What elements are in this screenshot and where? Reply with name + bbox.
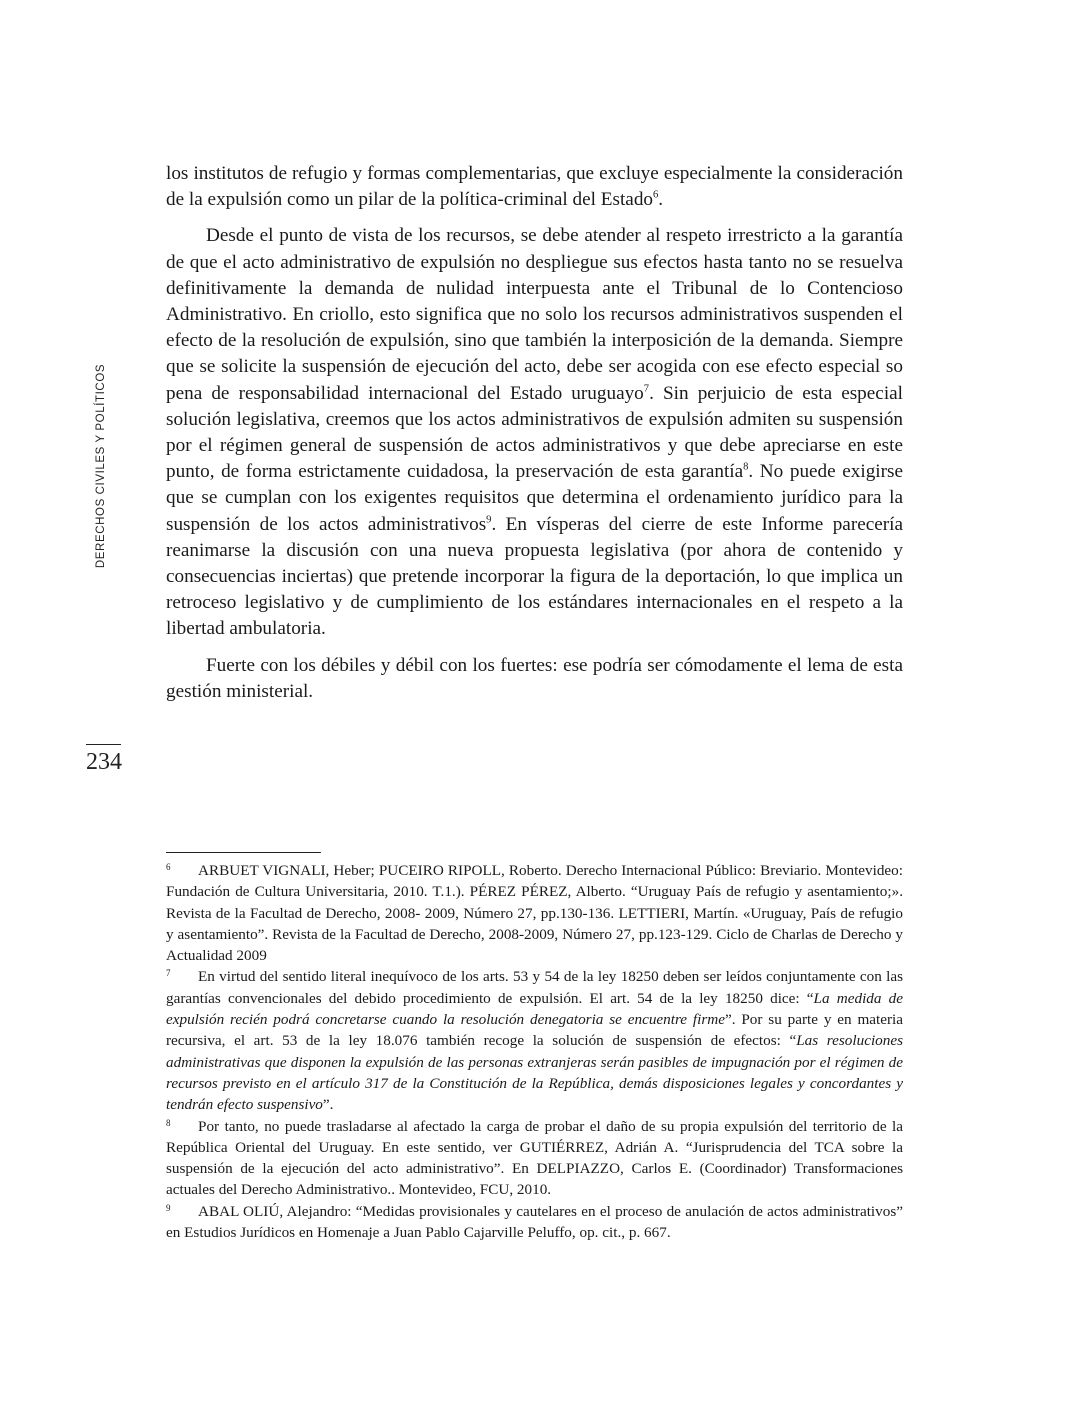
footnote-7-quote-b: Las resoluciones administrativas que disponen la expulsión de las personas extranjeras serán pasibles de impugnación por el régimen de recursos previsto en el artículo 317 de la Constitución de la República, demás disposiciones legales y concordantes y tendrán efecto suspensivo: [166, 1032, 904, 1114]
footnote-7-quote-a: La medida de expulsión recién podrá concretarse cuando la resolución denegatoria se encuentre firme: [166, 989, 903, 1029]
footnote-6: [166, 860, 903, 966]
paragraph-1: [166, 161, 903, 213]
paragraph-2: [166, 223, 903, 642]
footnote-ref-9: 9: [486, 514, 492, 526]
footnote-7: [166, 966, 903, 1115]
footnote-ref-8: 8: [743, 461, 749, 473]
footnote-separator: [166, 852, 321, 853]
footnote-7-part-a: En virtud del sentido literal inequívoco de los arts. 53 y 54 de la ley 18250 deben ser leídos conjuntamente con las garantías convencionales del debido procedimiento de expulsión. El art. 54 de la ley 18250 dice: “: [166, 968, 903, 1007]
paragraph-2-part-b: . Sin perjuicio de esta especial solución legislativa, creemos que los actos administrativos de expulsión admiten su suspensión por el régimen general de suspensión de actos administrativos y que debe apreciarse en este punto, de forma estrictamente cuidadosa, la preservación de esta garantía: [166, 382, 903, 483]
footnote-6-text: ARBUET VIGNALI, Heber; PUCEIRO RIPOLL, Roberto. Derecho Internacional Público: Breviario. Montevideo: Fundación de Cultura Universitaria, 2010. T.1.). PÉREZ PÉREZ, Alberto. “Uruguay País de refugio y asentamiento;». Revista de la Facultad de Derecho, 2008- 2009, Número 27, pp.130-136. LETTIERI, Martín. «Uruguay, País de refugio y asentamiento”. Revista de la Facultad de Derecho, 2008-2009, Número 27, pp.123-129. Ciclo de Charlas de Derecho y Actualidad 2009: [166, 862, 903, 965]
page-number: 234: [86, 749, 122, 775]
section-title-text: DERECHOS CIVILES Y POLÍTICOS: [95, 363, 107, 569]
footnote-9-text: ABAL OLIÚ, Alejandro: “Medidas provisionales y cautelares en el proceso de anulación de actos administrativos” en Estudios Jurídicos en Homenaje a Juan Pablo Cajarville Peluffo, op. cit., p. 667.: [166, 1202, 903, 1242]
paragraph-1-text: los institutos de refugio y formas complementarias, que excluye especialmente la consideración de la expulsión como un pilar de la política-criminal del Estado: [166, 163, 903, 211]
footnote-8-mark: 8: [166, 1117, 171, 1128]
paragraph-3: Fuerte con los débiles y débil con los fuertes: ese podría ser cómodamente el lema de esta gestión ministerial.: [166, 654, 903, 702]
footnote-8-text: Por tanto, no puede trasladarse al afectado la carga de probar el daño de su propia expulsión del territorio de la República Oriental del Uruguay. En este sentido, ver GUTIÉRREZ, Adrián A. “Jurisprudencia del TCA sobre la suspensión de la ejecución del acto administrativo”. En DELPIAZZO, Carlos E. (Coordinador) Transformaciones actuales del Derecho Administrativo.. Montevideo, FCU, 2010.: [166, 1117, 903, 1199]
main-body-text: [166, 161, 903, 715]
page-number-rule: [86, 744, 121, 745]
footnote-9: [166, 1201, 903, 1244]
footnote-8: [166, 1116, 903, 1201]
footnote-6-mark: 6: [166, 862, 171, 872]
footnote-7-part-c: ”.: [322, 1096, 334, 1114]
footnote-9-mark: 9: [166, 1202, 171, 1213]
paragraph-2-part-a: Desde el punto de vista de los recursos, se debe atender al respeto irrestricto a la garantía de que el acto administrativo de expulsión no despliegue sus efectos hasta tanto no se resuelva definitivamente la demanda de nulidad interpuesta ante el Tribunal de lo Contencioso Administrativo. En criollo, esto significa que no solo los recursos administrativos suspenden el efecto de la resolución de expulsión, sino que también la interposición de la demanda. Siempre que se solicite la suspensión de ejecución del acto, debe ser acogida con ese efecto especial so pena de responsabilidad internacional del Estado uruguayo: [166, 225, 903, 404]
footnote-ref-6: 6: [653, 189, 659, 201]
paragraph-2-part-d: . En vísperas del cierre de este Informe parecería reanimarse la discusión con una nueva propuesta legislativa (por ahora de contenido y consecuencias inciertas) que pretende incorporar la figura de la deportación, lo que implica un retroceso legislativo y de cumplimiento de los estándares internacionales en el respeto a la libertad ambulatoria.: [166, 513, 903, 640]
footnotes: [166, 860, 903, 1243]
footnote-7-part-b: ”. Por su parte y en materia recursiva, el art. 53 de la ley 18.076 también recoge la solución de suspensión de efectos: “: [166, 1011, 903, 1050]
paragraph-1-end: .: [658, 189, 664, 211]
footnote-ref-7: 7: [643, 383, 650, 395]
footnote-7-mark: 7: [166, 968, 171, 979]
paragraph-2-part-c: . No puede exigirse que se cumplan con los exigentes requisitos que determina el ordenamiento jurídico para la suspensión de los actos administrativos: [166, 461, 903, 535]
